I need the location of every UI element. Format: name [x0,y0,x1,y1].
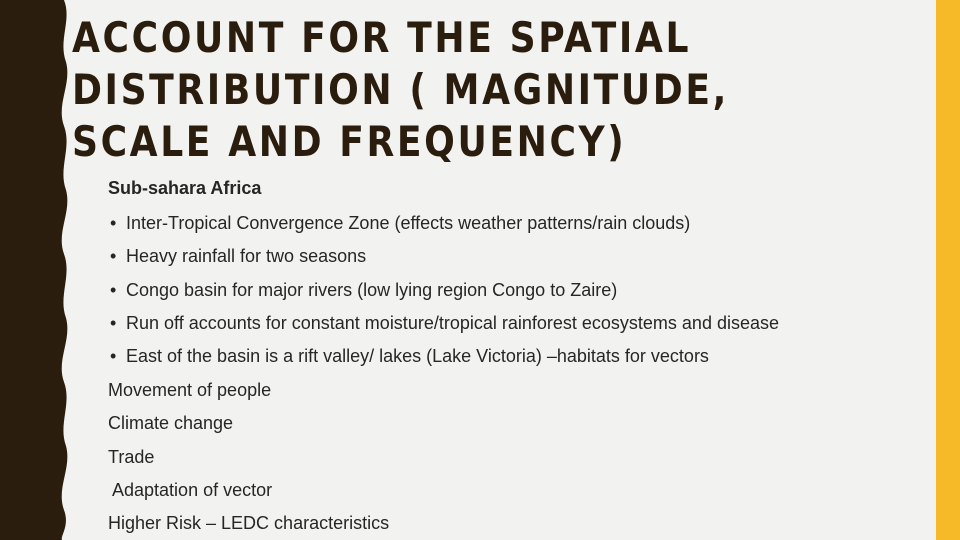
point-item: Climate change [108,413,234,433]
point-item: Movement of people [108,380,272,400]
slide-title: ACCOUNT FOR THE SPATIAL DISTRIBUTION ( MAGNITUDE, SCALE AND FREQUENCY) [72,13,729,166]
region-heading: Sub-sahara Africa [108,178,262,198]
point-item: Trade [108,447,155,467]
point-item: Higher Risk – LEDC characteristics [108,513,390,533]
bullet-item: • Heavy rainfall for two seasons [108,246,366,267]
accent-bar [936,0,960,540]
point-item: Adaptation of vector [108,480,273,500]
bullet-item: • Congo basin for major rivers (low lying region Congo to Zaire) [108,280,617,301]
decorative-left-band [0,0,72,540]
bullet-item: • Inter-Tropical Convergence Zone (effects weather patterns/rain clouds) [108,213,690,234]
bullet-item: • Run off accounts for constant moisture/tropical rainforest ecosystems and disease [108,313,779,334]
bullet-item: • East of the basin is a rift valley/ lakes (Lake Victoria) –habitats for vectors [108,346,709,367]
